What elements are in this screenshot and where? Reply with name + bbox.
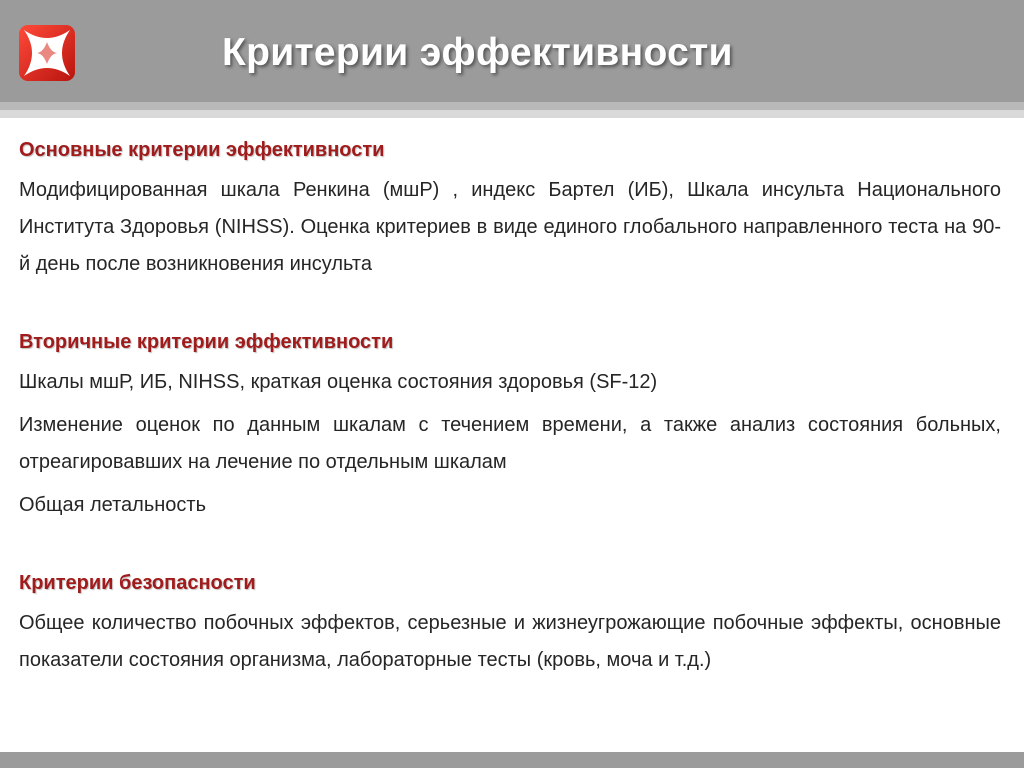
content-area	[19, 134, 1001, 679]
section-heading: Вторичные критерии эффективности	[19, 331, 394, 353]
section-paragraph: Шкалы мшР, ИБ, NIHSS, краткая оценка состояния здоровья (SF-12)	[19, 371, 658, 393]
section-primary-criteria	[19, 134, 1001, 283]
footer-bar	[0, 752, 1024, 768]
page-title: Критерии эффективности	[222, 31, 733, 74]
section-paragraph: Модифицированная шкала Ренкина (мшР) , индекс Бартел (ИБ), Шкала инсульта Национального Института Здоровья (NIHSS). Оценка критериев в виде единого глобального направленного теста на 90-й день после возникновения инсульта	[19, 179, 1001, 275]
header-stripe	[0, 102, 1024, 110]
section-secondary-criteria	[19, 326, 1001, 524]
header-stripe-light	[0, 110, 1024, 118]
section-paragraph: Общая летальность	[19, 494, 207, 516]
section-safety-criteria	[19, 567, 1001, 679]
section-paragraph: Общее количество побочных эффектов, серьезные и жизнеугрожающие побочные эффекты, основные показатели состояния организма, лабораторные тесты (кровь, моча и т.д.)	[19, 612, 1001, 671]
section-heading: Основные критерии эффективности	[19, 139, 385, 161]
section-paragraph: Изменение оценок по данным шкалам с течением времени, а также анализ состояния больных, отреагировавших на лечение по отдельным шкалам	[19, 414, 1001, 473]
star-logo-icon	[18, 24, 76, 82]
section-heading: Критерии безопасности	[19, 572, 256, 594]
